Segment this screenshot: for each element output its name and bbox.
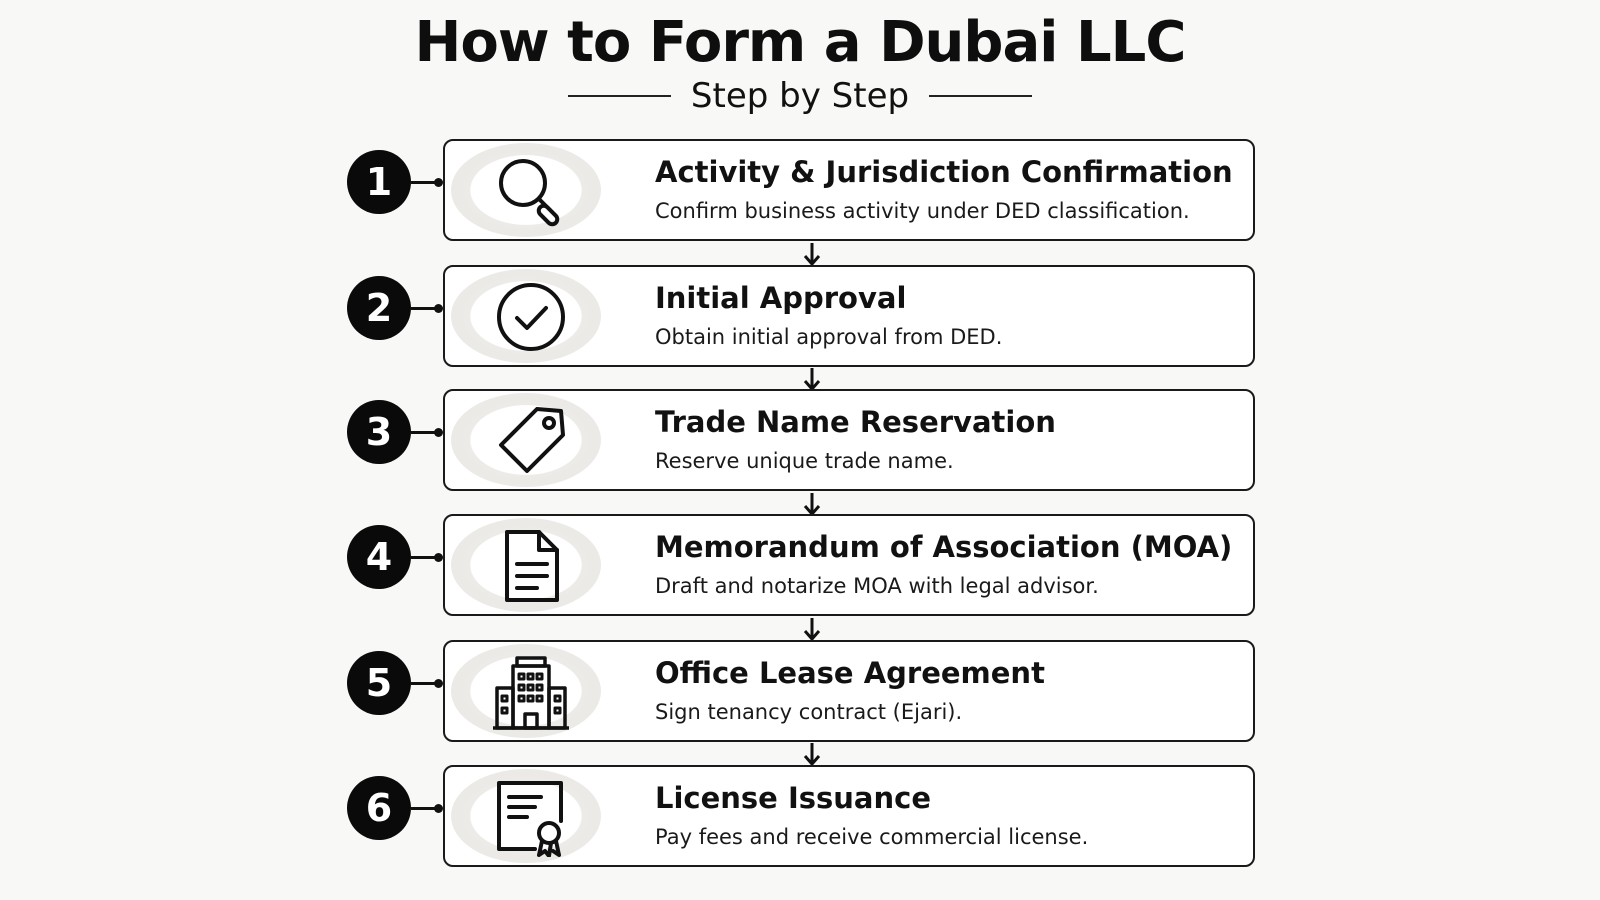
page-title: How to Form a Dubai LLC	[414, 10, 1186, 75]
step-connector-dot	[434, 553, 443, 562]
step-description: Reserve unique trade name.	[655, 449, 954, 473]
step-connector-dot	[434, 679, 443, 688]
check-circle-icon	[491, 277, 571, 357]
step-connector-dot	[434, 304, 443, 313]
tag-icon	[491, 401, 571, 481]
step-connector-dot	[434, 178, 443, 187]
step-card	[443, 389, 1255, 491]
step-card	[443, 514, 1255, 616]
step-description: Pay fees and receive commercial license.	[655, 825, 1089, 849]
step-1	[0, 139, 1600, 245]
step-5	[0, 640, 1600, 746]
building-icon	[491, 652, 571, 732]
step-description: Draft and notarize MOA with legal advisor.	[655, 574, 1099, 598]
subtitle-divider-left	[568, 95, 671, 97]
step-number-badge: 3	[347, 400, 411, 464]
step-card	[443, 139, 1255, 241]
step-4	[0, 514, 1600, 620]
step-card	[443, 265, 1255, 367]
flow-arrow-down	[802, 743, 822, 767]
step-connector-dot	[434, 428, 443, 437]
step-title: Memorandum of Association (MOA)	[655, 530, 1233, 564]
subtitle-row	[0, 76, 1600, 116]
step-number-badge: 1	[347, 150, 411, 214]
step-2	[0, 265, 1600, 371]
flow-arrow-down	[802, 618, 822, 642]
step-card	[443, 640, 1255, 742]
step-description: Confirm business activity under DED classification.	[655, 199, 1190, 223]
document-icon	[491, 526, 571, 606]
step-connector-dot	[434, 804, 443, 813]
subtitle-divider-right	[929, 95, 1032, 97]
step-number-badge: 2	[347, 276, 411, 340]
step-description: Sign tenancy contract (Ejari).	[655, 700, 963, 724]
page-subtitle: Step by Step	[690, 76, 910, 116]
step-title: Activity & Jurisdiction Confirmation	[655, 155, 1233, 189]
step-description: Obtain initial approval from DED.	[655, 325, 1003, 349]
step-number-badge: 4	[347, 525, 411, 589]
step-number-badge: 6	[347, 776, 411, 840]
flow-arrow-down	[802, 243, 822, 267]
step-title: License Issuance	[655, 781, 931, 815]
step-6	[0, 765, 1600, 871]
step-3	[0, 389, 1600, 495]
step-title: Office Lease Agreement	[655, 656, 1045, 690]
magnifier-icon	[491, 151, 571, 231]
certificate-icon	[491, 777, 571, 857]
step-number-badge: 5	[347, 651, 411, 715]
step-title: Initial Approval	[655, 281, 907, 315]
step-title: Trade Name Reservation	[655, 405, 1056, 439]
step-card	[443, 765, 1255, 867]
